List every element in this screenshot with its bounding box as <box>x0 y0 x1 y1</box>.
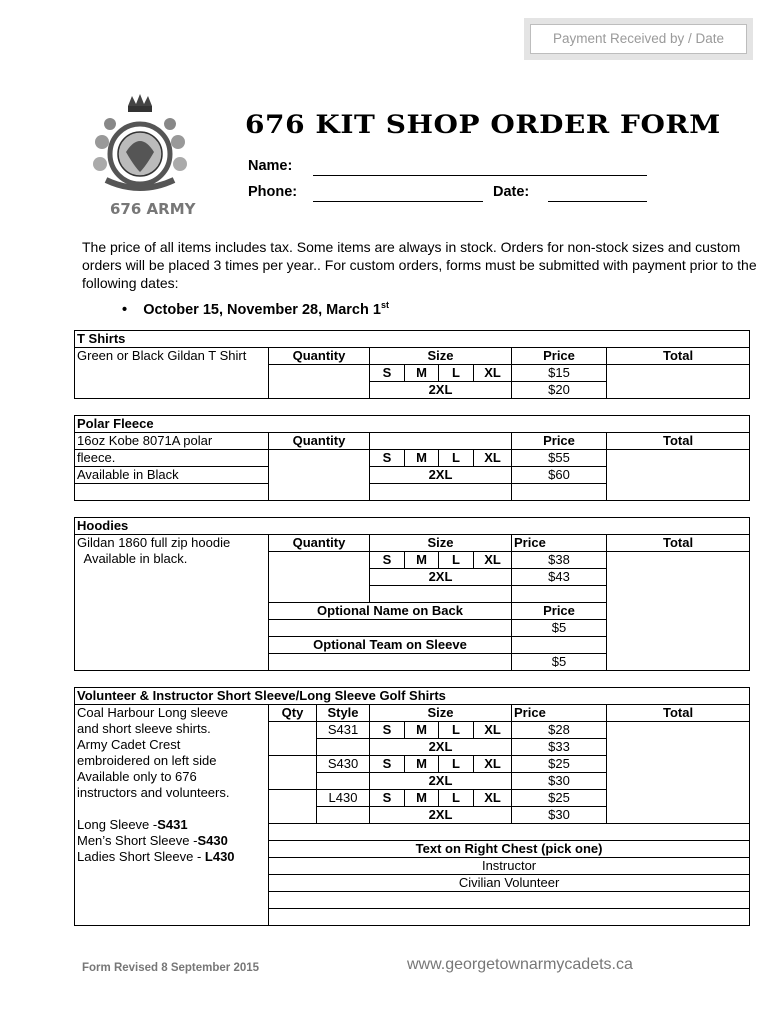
optional-name-back-header: Optional Name on Back <box>269 603 512 620</box>
payment-received-stamp <box>524 18 753 60</box>
size-header <box>370 433 512 450</box>
size-m[interactable]: M <box>405 450 439 467</box>
size-2xl[interactable]: 2XL <box>370 807 512 824</box>
size-l[interactable]: L <box>439 450 474 467</box>
price-value: $33 <box>512 739 607 756</box>
size-s[interactable]: S <box>370 790 405 807</box>
size-xl[interactable]: XL <box>474 450 512 467</box>
size-s[interactable]: S <box>370 450 405 467</box>
size-m[interactable]: M <box>405 722 439 739</box>
form-title: 676 KIT SHOP ORDER FORM <box>245 110 721 139</box>
website-link[interactable]: www.georgetownarmycadets.ca <box>407 956 633 973</box>
size-2xl[interactable]: 2XL <box>370 467 512 484</box>
size-l[interactable]: L <box>439 756 474 773</box>
size-xl[interactable]: XL <box>474 722 512 739</box>
price-value: $25 <box>512 790 607 807</box>
size-xl[interactable]: XL <box>474 790 512 807</box>
army-cadet-crest-logo <box>84 92 196 222</box>
bullet-icon: • <box>122 301 144 318</box>
hoodies-description-1: Gildan 1860 full zip hoodie <box>77 535 231 550</box>
qty-cell[interactable] <box>269 790 317 824</box>
tshirts-table <box>74 330 750 399</box>
qty-header: Qty <box>269 705 317 722</box>
name-field[interactable] <box>313 175 647 176</box>
blank-cell <box>512 637 607 654</box>
golf-desc-line: Army Cadet Crest <box>77 737 181 752</box>
quantity-header: Quantity <box>269 433 370 450</box>
price-value: $55 <box>512 450 607 467</box>
size-2xl[interactable]: 2XL <box>370 739 512 756</box>
price-value: $20 <box>512 382 607 399</box>
price-value: $60 <box>512 467 607 484</box>
hoodies-description-2: Available in black. <box>77 551 188 566</box>
chest-option-civilian-volunteer[interactable]: Civilian Volunteer <box>269 875 750 892</box>
size-m[interactable]: M <box>405 552 439 569</box>
hoodies-table <box>74 517 750 671</box>
order-dates <box>122 300 389 318</box>
team-sleeve-field[interactable] <box>269 654 512 671</box>
total-cell[interactable] <box>607 450 750 501</box>
size-m[interactable]: M <box>405 365 439 382</box>
fleece-description-3: Available in Black <box>75 467 269 484</box>
total-cell[interactable] <box>607 552 750 671</box>
golf-desc-line: Available only to 676 <box>77 769 197 784</box>
form-revised-note: Form Revised 8 September 2015 <box>82 962 260 974</box>
blank-cell <box>317 773 370 790</box>
fleece-description-2: fleece. <box>75 450 269 467</box>
size-xl[interactable]: XL <box>474 552 512 569</box>
chest-option-instructor[interactable]: Instructor <box>269 858 750 875</box>
blank-cell <box>370 484 512 501</box>
size-l[interactable]: L <box>439 722 474 739</box>
team-sleeve-price: $5 <box>512 654 607 671</box>
price-value: $30 <box>512 773 607 790</box>
price-header: Price <box>512 433 607 450</box>
quantity-header: Quantity <box>269 535 370 552</box>
total-cell[interactable] <box>607 722 750 824</box>
name-back-field[interactable] <box>269 620 512 637</box>
price-header: Price <box>512 348 607 365</box>
blank-cell <box>317 807 370 824</box>
phone-label: Phone: <box>248 184 298 200</box>
ladies-short-sleeve-code-line: Ladies Short Sleeve - L430 <box>77 849 235 864</box>
order-dates-text: October 15, November 28, March 1 <box>143 301 381 318</box>
size-m[interactable]: M <box>405 790 439 807</box>
size-xl[interactable]: XL <box>474 365 512 382</box>
blank-row <box>269 892 750 909</box>
size-xl[interactable]: XL <box>474 756 512 773</box>
qty-cell[interactable] <box>269 722 317 756</box>
golf-desc-line: instructors and volunteers. <box>77 785 230 800</box>
payment-received-field[interactable]: Payment Received by / Date <box>530 24 747 54</box>
size-header: Size <box>370 348 512 365</box>
price-value: $38 <box>512 552 607 569</box>
golf-desc-line: embroidered on left side <box>77 753 217 768</box>
price-header: Price <box>512 705 607 722</box>
size-l[interactable]: L <box>439 790 474 807</box>
total-header: Total <box>607 433 750 450</box>
tshirts-title: T Shirts <box>75 331 750 348</box>
blank-cell <box>317 739 370 756</box>
blank-cell <box>370 586 512 603</box>
hoodies-description <box>75 535 269 671</box>
total-header: Total <box>607 705 750 722</box>
size-l[interactable]: L <box>439 365 474 382</box>
blank-row <box>269 909 750 926</box>
price-value: $30 <box>512 807 607 824</box>
size-s[interactable]: S <box>370 756 405 773</box>
size-s[interactable]: S <box>370 552 405 569</box>
size-m[interactable]: M <box>405 756 439 773</box>
logo-text: 676 ARMY <box>110 200 196 218</box>
quantity-cell[interactable] <box>269 365 370 399</box>
style-code: S430 <box>317 756 370 773</box>
mens-short-sleeve-code-line: Men’s Short Sleeve -S430 <box>77 833 228 848</box>
date-field[interactable] <box>548 201 647 202</box>
text-right-chest-header: Text on Right Chest (pick one) <box>269 841 750 858</box>
price-value: $15 <box>512 365 607 382</box>
intro-paragraph: The price of all items includes tax. Some items are always in stock. Orders for non-stock sizes and custom orders will be placed 3 times per year.. For custom orders, forms must be submitted with payment prior to the following dates: <box>82 239 757 291</box>
fleece-title: Polar Fleece <box>75 416 750 433</box>
fleece-table <box>74 415 750 501</box>
style-code: L430 <box>317 790 370 807</box>
optional-team-sleeve-header: Optional Team on Sleeve <box>269 637 512 654</box>
quantity-cell[interactable] <box>269 450 370 501</box>
blank-row <box>269 824 750 841</box>
total-header: Total <box>607 535 750 552</box>
tshirts-description: Green or Black Gildan T Shirt <box>75 348 269 399</box>
size-header: Size <box>370 705 512 722</box>
golf-description <box>75 705 269 926</box>
size-header: Size <box>370 535 512 552</box>
hoodies-title: Hoodies <box>75 518 750 535</box>
price-value: $43 <box>512 569 607 586</box>
blank-cell <box>75 484 269 501</box>
name-label: Name: <box>248 158 293 174</box>
size-2xl[interactable]: 2XL <box>370 569 512 586</box>
size-2xl[interactable]: 2XL <box>370 773 512 790</box>
long-sleeve-code-line: Long Sleeve -S431 <box>77 817 188 832</box>
golf-title: Volunteer & Instructor Short Sleeve/Long Sleeve Golf Shirts <box>75 688 750 705</box>
qty-cell[interactable] <box>269 756 317 790</box>
price-value: $25 <box>512 756 607 773</box>
price-value: $28 <box>512 722 607 739</box>
quantity-cell[interactable] <box>269 552 370 603</box>
phone-field[interactable] <box>313 201 483 202</box>
total-cell[interactable] <box>607 365 750 399</box>
fleece-description-1: 16oz Kobe 8071A polar <box>75 433 269 450</box>
size-s[interactable]: S <box>370 365 405 382</box>
size-l[interactable]: L <box>439 552 474 569</box>
total-header: Total <box>607 348 750 365</box>
golf-desc-line: Coal Harbour Long sleeve <box>77 705 229 720</box>
order-dates-sup: st <box>380 300 389 310</box>
style-code: S431 <box>317 722 370 739</box>
size-s[interactable]: S <box>370 722 405 739</box>
name-back-price: $5 <box>512 620 607 637</box>
size-2xl[interactable]: 2XL <box>370 382 512 399</box>
quantity-header: Quantity <box>269 348 370 365</box>
blank-cell <box>512 484 607 501</box>
blank-cell <box>512 586 607 603</box>
style-header: Style <box>317 705 370 722</box>
date-label: Date: <box>493 184 530 200</box>
golf-shirts-table <box>74 687 750 926</box>
golf-desc-line: and short sleeve shirts. <box>77 721 211 736</box>
name-back-price-header: Price <box>512 603 607 620</box>
price-header: Price <box>512 535 607 552</box>
